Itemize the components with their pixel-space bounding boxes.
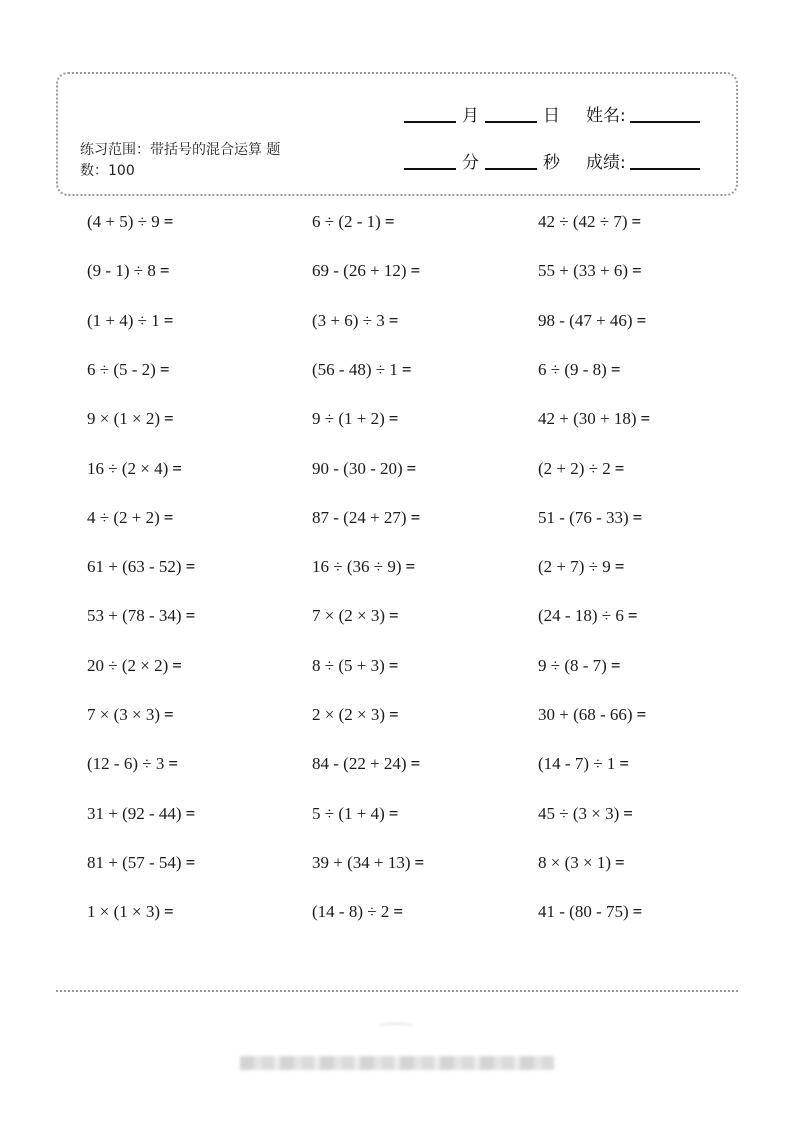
equals-sign: = bbox=[164, 705, 174, 724]
footer-divider bbox=[56, 990, 738, 992]
equals-sign: = bbox=[172, 656, 182, 675]
problem-expression: 90 - (30 - 20) bbox=[312, 459, 403, 478]
equals-sign: = bbox=[615, 853, 625, 872]
problem-expression: 31 + (92 - 44) bbox=[87, 804, 182, 823]
day-blank[interactable] bbox=[485, 103, 537, 123]
problem-expression: 9 × (1 × 2) bbox=[87, 409, 160, 428]
blurred-watermark-mark bbox=[378, 1022, 414, 1032]
equals-sign: = bbox=[410, 508, 421, 527]
problem-item bbox=[312, 605, 399, 627]
problem-item bbox=[87, 655, 182, 677]
problem-expression: (24 - 18) ÷ 6 bbox=[538, 606, 624, 625]
problem-expression: (56 - 48) ÷ 1 bbox=[312, 360, 398, 379]
problem-item bbox=[87, 458, 182, 480]
problem-item bbox=[538, 852, 625, 874]
problem-item bbox=[312, 359, 412, 381]
problem-item bbox=[312, 753, 420, 775]
equals-sign: = bbox=[610, 656, 621, 675]
problem-expression: 6 ÷ (9 - 8) bbox=[538, 360, 607, 379]
time-score-row bbox=[404, 148, 700, 173]
equals-sign: = bbox=[410, 261, 421, 280]
equals-sign: = bbox=[185, 853, 196, 872]
problem-expression: 5 ÷ (1 + 4) bbox=[312, 804, 385, 823]
problem-item bbox=[312, 507, 420, 529]
problem-expression: 42 ÷ (42 ÷ 7) bbox=[538, 212, 628, 231]
day-label: 日 bbox=[543, 106, 560, 126]
equals-sign: = bbox=[631, 212, 642, 231]
equals-sign: = bbox=[384, 212, 395, 231]
problem-item bbox=[538, 310, 646, 332]
problem-item bbox=[312, 556, 415, 578]
problem-expression: 7 × (2 × 3) bbox=[312, 606, 385, 625]
problem-item bbox=[87, 852, 195, 874]
problem-expression: 61 + (63 - 52) bbox=[87, 557, 182, 576]
problem-expression: 9 ÷ (8 - 7) bbox=[538, 656, 607, 675]
equals-sign: = bbox=[185, 606, 196, 625]
problem-item bbox=[312, 655, 398, 677]
problem-expression: 16 ÷ (2 × 4) bbox=[87, 459, 169, 478]
problem-expression: 8 ÷ (5 + 3) bbox=[312, 656, 385, 675]
equals-sign: = bbox=[401, 360, 412, 379]
equals-sign: = bbox=[414, 853, 425, 872]
problem-item bbox=[87, 605, 195, 627]
problem-expression: (14 - 7) ÷ 1 bbox=[538, 754, 616, 773]
equals-sign: = bbox=[632, 261, 642, 280]
equals-sign: = bbox=[163, 212, 174, 231]
equals-sign: = bbox=[185, 804, 196, 823]
problem-expression: 6 ÷ (2 - 1) bbox=[312, 212, 381, 231]
problem-item bbox=[87, 803, 195, 825]
name-blank[interactable] bbox=[630, 103, 700, 123]
name-label: 姓名: bbox=[586, 106, 626, 126]
problem-expression: 53 + (78 - 34) bbox=[87, 606, 182, 625]
score-label: 成绩: bbox=[586, 153, 626, 173]
equals-sign: = bbox=[614, 557, 625, 576]
problem-expression: 69 - (26 + 12) bbox=[312, 261, 407, 280]
problem-expression: (2 + 2) ÷ 2 bbox=[538, 459, 611, 478]
problem-expression: 42 + (30 + 18) bbox=[538, 409, 637, 428]
problem-item bbox=[87, 507, 173, 529]
problem-item bbox=[538, 260, 642, 282]
practice-scope-text: 练习范围：带括号的混合运算 题数：100 bbox=[80, 142, 281, 179]
problem-item bbox=[87, 260, 170, 282]
problem-expression: 4 ÷ (2 + 2) bbox=[87, 508, 160, 527]
problem-item bbox=[87, 556, 195, 578]
problem-expression: 2 × (2 × 3) bbox=[312, 705, 385, 724]
equals-sign: = bbox=[406, 459, 417, 478]
problem-expression: 20 ÷ (2 × 2) bbox=[87, 656, 169, 675]
equals-sign: = bbox=[388, 804, 399, 823]
equals-sign: = bbox=[627, 606, 638, 625]
problem-expression: (3 + 6) ÷ 3 bbox=[312, 311, 385, 330]
problem-item bbox=[87, 211, 173, 233]
equals-sign: = bbox=[389, 606, 399, 625]
equals-sign: = bbox=[610, 360, 621, 379]
equals-sign: = bbox=[636, 705, 647, 724]
problem-expression: 1 × (1 × 3) bbox=[87, 902, 160, 921]
worksheet-header bbox=[56, 72, 738, 196]
problem-item bbox=[538, 655, 621, 677]
equals-sign: = bbox=[632, 508, 643, 527]
minute-label: 分 bbox=[462, 153, 479, 173]
problem-expression: 16 ÷ (36 ÷ 9) bbox=[312, 557, 402, 576]
problem-expression: (12 - 6) ÷ 3 bbox=[87, 754, 165, 773]
problem-item bbox=[312, 211, 395, 233]
date-name-row bbox=[404, 101, 700, 126]
equals-sign: = bbox=[168, 754, 179, 773]
month-label: 月 bbox=[462, 106, 479, 126]
problem-item bbox=[87, 704, 174, 726]
problem-expression: (9 - 1) ÷ 8 bbox=[87, 261, 156, 280]
equals-sign: = bbox=[164, 409, 174, 428]
minute-blank[interactable] bbox=[404, 150, 456, 170]
problem-expression: 8 × (3 × 1) bbox=[538, 853, 611, 872]
problem-item bbox=[538, 408, 650, 430]
equals-sign: = bbox=[636, 311, 647, 330]
problem-item bbox=[538, 458, 624, 480]
problem-item bbox=[538, 901, 642, 923]
equals-sign: = bbox=[388, 311, 399, 330]
problem-item bbox=[538, 556, 624, 578]
equals-sign: = bbox=[163, 311, 174, 330]
problem-expression: 98 - (47 + 46) bbox=[538, 311, 633, 330]
equals-sign: = bbox=[393, 902, 404, 921]
problem-expression: 51 - (76 - 33) bbox=[538, 508, 629, 527]
equals-sign: = bbox=[614, 459, 625, 478]
problem-item bbox=[87, 310, 173, 332]
equals-sign: = bbox=[164, 902, 174, 921]
second-label: 秒 bbox=[543, 153, 560, 173]
problem-expression: (2 + 7) ÷ 9 bbox=[538, 557, 611, 576]
problem-expression: 55 + (33 + 6) bbox=[538, 261, 628, 280]
equals-sign: = bbox=[405, 557, 416, 576]
problem-expression: 6 ÷ (5 - 2) bbox=[87, 360, 156, 379]
problem-item bbox=[312, 901, 403, 923]
problem-item bbox=[87, 753, 178, 775]
score-blank[interactable] bbox=[630, 150, 700, 170]
equals-sign: = bbox=[389, 705, 399, 724]
equals-sign: = bbox=[185, 557, 196, 576]
problem-expression: 45 ÷ (3 × 3) bbox=[538, 804, 620, 823]
problem-expression: 9 ÷ (1 + 2) bbox=[312, 409, 385, 428]
equals-sign: = bbox=[410, 754, 421, 773]
month-blank[interactable] bbox=[404, 103, 456, 123]
problem-item bbox=[312, 310, 398, 332]
equals-sign: = bbox=[163, 508, 174, 527]
problem-item bbox=[538, 605, 638, 627]
equals-sign: = bbox=[172, 459, 182, 478]
problem-item bbox=[87, 359, 170, 381]
problem-item bbox=[538, 211, 641, 233]
problem-expression: 41 - (80 - 75) bbox=[538, 902, 629, 921]
problem-item bbox=[87, 408, 174, 430]
problem-expression: 30 + (68 - 66) bbox=[538, 705, 633, 724]
problem-expression: 84 - (22 + 24) bbox=[312, 754, 407, 773]
problem-item bbox=[312, 408, 398, 430]
problem-item bbox=[538, 359, 621, 381]
problem-expression: 7 × (3 × 3) bbox=[87, 705, 160, 724]
problem-item bbox=[87, 901, 174, 923]
equals-sign: = bbox=[640, 409, 651, 428]
problem-expression: 87 - (24 + 27) bbox=[312, 508, 407, 527]
problem-item bbox=[312, 852, 424, 874]
equals-sign: = bbox=[388, 409, 399, 428]
equals-sign: = bbox=[632, 902, 643, 921]
problem-item bbox=[538, 753, 629, 775]
equals-sign: = bbox=[388, 656, 399, 675]
second-blank[interactable] bbox=[485, 150, 537, 170]
equals-sign: = bbox=[159, 261, 170, 280]
equals-sign: = bbox=[623, 804, 633, 823]
problem-item bbox=[312, 458, 416, 480]
problem-expression: (14 - 8) ÷ 2 bbox=[312, 902, 390, 921]
problem-item bbox=[538, 803, 633, 825]
problem-expression: (1 + 4) ÷ 1 bbox=[87, 311, 160, 330]
problem-item bbox=[312, 704, 399, 726]
problem-expression: 39 + (34 + 13) bbox=[312, 853, 411, 872]
blurred-footer-watermark bbox=[240, 1056, 554, 1070]
problem-item bbox=[538, 507, 642, 529]
problem-item bbox=[312, 803, 398, 825]
problem-item bbox=[538, 704, 646, 726]
problem-item bbox=[312, 260, 420, 282]
problem-expression: (4 + 5) ÷ 9 bbox=[87, 212, 160, 231]
equals-sign: = bbox=[619, 754, 630, 773]
problem-expression: 81 + (57 - 54) bbox=[87, 853, 182, 872]
equals-sign: = bbox=[159, 360, 170, 379]
